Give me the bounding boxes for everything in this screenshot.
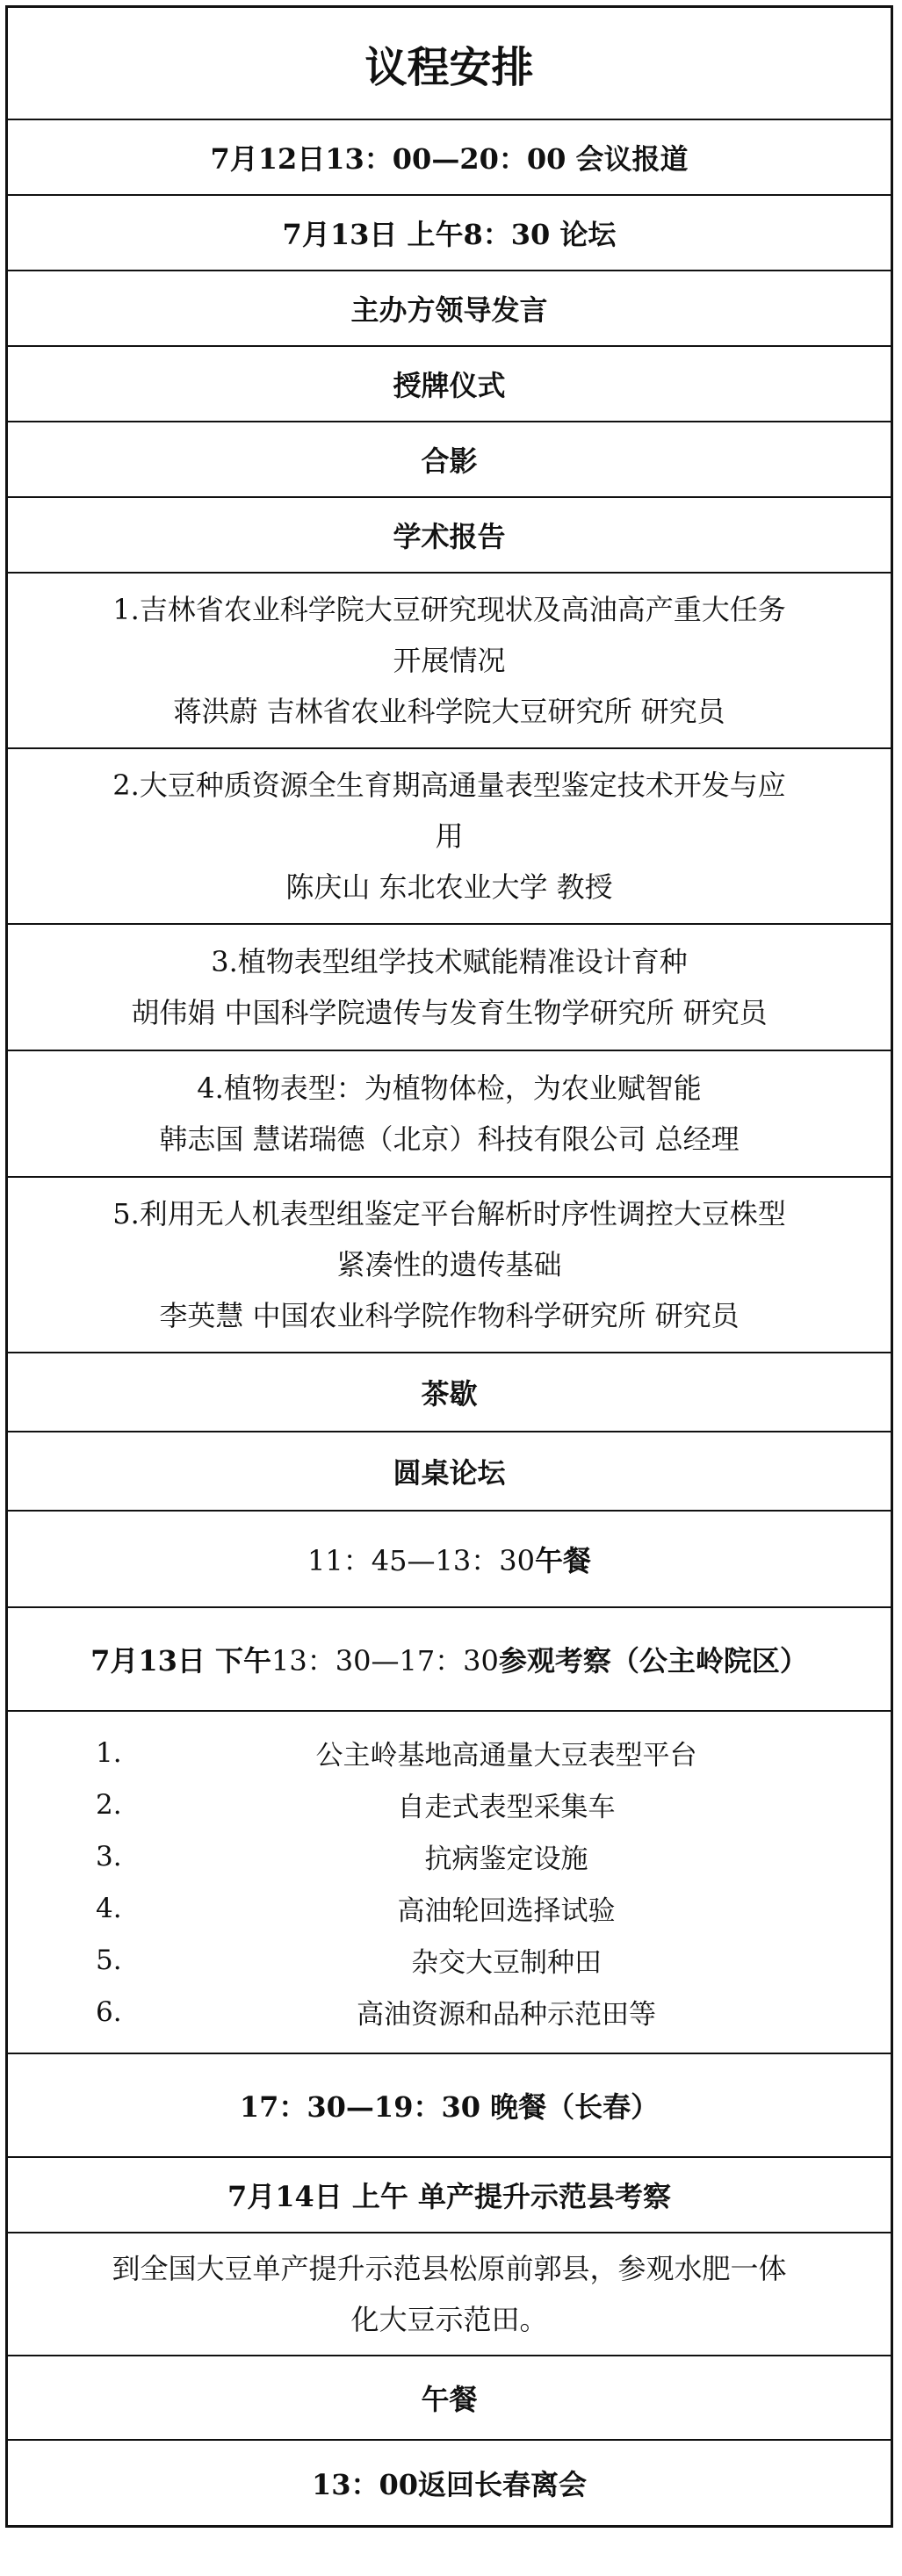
award-ceremony-text: 授牌仪式 <box>393 369 506 402</box>
county-visit-detail-2: 化大豆示范田。 <box>350 2303 548 2336</box>
page-title: 议程安排 <box>364 42 534 92</box>
leader-speech-text: 主办方领导发言 <box>350 293 548 327</box>
list-item-number: 2. <box>96 1788 122 1821</box>
list-item-number: 4. <box>96 1892 122 1924</box>
county-visit-detail-1: 到全国大豆单产提升示范县松原前郭县，参观水肥一体 <box>112 2252 787 2285</box>
tea-break-row <box>8 1352 891 1431</box>
talk-4-topic: 4.植物表型：为植物体检，为农业赋智能 <box>197 1072 702 1105</box>
award-ceremony-row <box>8 345 891 421</box>
list-item <box>96 1727 812 1779</box>
academic-report-text: 学术报告 <box>393 520 506 553</box>
visit-date: 7月13日 下午 <box>90 1644 272 1678</box>
talk-3-speaker: 胡伟娟 中国科学院遗传与发育生物学研究所 研究员 <box>131 996 768 1029</box>
visit-header-row <box>8 1606 891 1710</box>
talk-3-topic: 3.植物表型组学技术赋能精准设计育种 <box>211 945 688 978</box>
lunch-row <box>8 1510 891 1606</box>
county-visit-detail-row <box>8 2232 891 2355</box>
dinner-row <box>8 2053 891 2156</box>
talk-5-speaker: 李英慧 中国农业科学院作物科学研究所 研究员 <box>159 1299 740 1332</box>
academic-report-row <box>8 496 891 572</box>
visit-title: 参观考察（公主岭院区） <box>498 1644 808 1678</box>
departure-text: 13：00返回长春离会 <box>311 2468 588 2501</box>
round-table-row <box>8 1431 891 1510</box>
registration-text: 7月12日13：00—20：00 会议报道 <box>210 142 689 176</box>
list-item-text: 自走式表型采集车 <box>397 1792 616 1823</box>
talk-1-topic: 1.吉林省农业科学院大豆研究现状及高油高产重大任务 <box>112 593 786 626</box>
visit-list-row <box>8 1710 891 2053</box>
list-item-number: 5. <box>96 1944 122 1976</box>
talk-5-topic-cont: 紧凑性的遗传基础 <box>336 1248 562 1281</box>
list-item <box>96 1934 812 1986</box>
list-item <box>96 1986 812 2038</box>
dinner-text: 17：30—19：30 晚餐（长春） <box>239 2090 660 2124</box>
talk-1-speaker: 蒋洪蔚 吉林省农业科学院大豆研究所 研究员 <box>173 695 725 728</box>
departure-row <box>8 2439 891 2525</box>
talk-2-row <box>8 747 891 923</box>
talk-5-row <box>8 1176 891 1352</box>
lunch-line <box>307 1539 591 1579</box>
agenda-title-row <box>8 8 891 119</box>
group-photo-text: 合影 <box>421 444 478 478</box>
agenda-table <box>5 5 893 2528</box>
list-item <box>96 1830 812 1882</box>
visit-header-line <box>90 1639 808 1679</box>
registration-row <box>8 119 891 194</box>
forum-text: 7月13日 上午8：30 论坛 <box>282 218 617 251</box>
tea-break-text: 茶歇 <box>421 1377 478 1411</box>
list-item <box>96 1779 812 1830</box>
round-table-text: 圆桌论坛 <box>393 1456 506 1490</box>
lunch-time: 11：45—13：30 <box>307 1544 535 1577</box>
leader-speech-row <box>8 270 891 345</box>
visit-time: 13：30—17：30 <box>271 1644 499 1678</box>
talk-2-speaker: 陈庆山 东北农业大学 教授 <box>285 870 613 904</box>
list-item-text: 杂交大豆制种田 <box>411 1947 602 1979</box>
lunch-label: 午餐 <box>534 1544 591 1577</box>
list-item-text: 高油资源和品种示范田等 <box>357 1999 656 2031</box>
lunch-2-row <box>8 2355 891 2439</box>
talk-2-topic-cont: 用 <box>435 819 464 853</box>
talk-4-speaker: 韩志国 慧诺瑞德（北京）科技有限公司 总经理 <box>159 1122 740 1156</box>
talk-3-row <box>8 923 891 1050</box>
lunch-2-text: 午餐 <box>421 2383 478 2416</box>
list-item <box>96 1882 812 1934</box>
talk-5-topic: 5.利用无人机表型组鉴定平台解析时序性调控大豆株型 <box>112 1197 786 1230</box>
talk-4-row <box>8 1050 891 1176</box>
visit-list <box>8 1727 891 2038</box>
list-item-text: 抗病鉴定设施 <box>424 1844 588 1875</box>
list-item-text: 公主岭基地高通量大豆表型平台 <box>315 1740 697 1771</box>
list-item-number: 1. <box>96 1736 122 1769</box>
list-item-number: 3. <box>96 1840 122 1872</box>
forum-row <box>8 194 891 270</box>
talk-1-row <box>8 572 891 747</box>
county-visit-row <box>8 2156 891 2232</box>
group-photo-row <box>8 421 891 496</box>
list-item-number: 6. <box>96 1995 122 2028</box>
county-visit-text: 7月14日 上午 单产提升示范县考察 <box>227 2180 672 2213</box>
list-item-text: 高油轮回选择试验 <box>397 1895 616 1927</box>
talk-1-topic-cont: 开展情况 <box>393 644 506 677</box>
talk-2-topic: 2.大豆种质资源全生育期高通量表型鉴定技术开发与应 <box>112 768 786 802</box>
